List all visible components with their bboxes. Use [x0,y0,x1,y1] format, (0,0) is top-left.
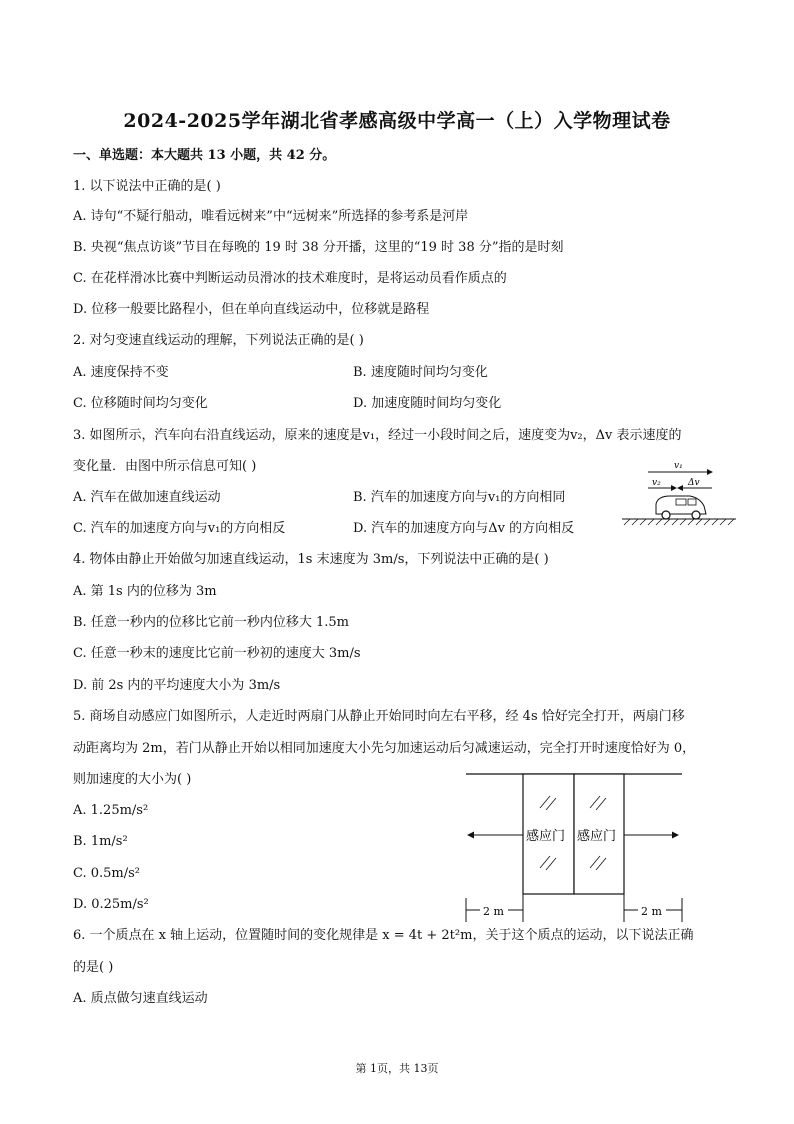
car-wheel [662,511,670,519]
car-wheel [692,511,700,519]
q1-option-a: A. 诗句“不疑行船动，唯看远树来”中“远树来”所选择的参考系是河岸 [73,209,469,224]
q5-stem-line2: 动距离均为 2m，若门从静止开始以相同加速度大小先匀加速运动后匀减速运动，完全打开时速度恰好为 0， [73,741,696,756]
q5-stem-line3: 则加速度的大小为( ) [73,772,192,787]
q5-stem-line1: 5. 商场自动感应门如图所示，人走近时两扇门从静止开始同时向左右平移，经 4s 恰好完全打开，两扇门移 [73,709,685,724]
left-distance-label: 2 m [483,905,504,918]
q1-option-b: B. 央视“焦点访谈”节目在每晚的 19 时 38 分开播，这里的“19 时 38 分”指的是时刻 [73,240,564,255]
q3-option-d: D. 汽车的加速度方向与Δv 的方向相反 [353,521,575,536]
q1-option-c: C. 在花样滑冰比赛中判断运动员滑冰的技术难度时，是将运动员看作质点的 [73,271,507,286]
q6-stem-line2: 的是( ) [73,960,114,975]
left-door-label: 感应门 [526,829,566,844]
q3-option-a: A. 汽车在做加速直线运动 [73,490,221,505]
q5-door-figure [460,770,686,926]
q4-option-b: B. 任意一秒内的位移比它前一秒内位移大 1.5m [73,615,349,630]
ground-hatch [624,519,734,525]
q3-stem-line2: 变化量．由图中所示信息可知( ) [73,459,257,474]
q2-option-c: C. 位移随时间均匀变化 [73,396,208,411]
v1-label: v₁ [674,461,683,471]
q1-option-d: D. 位移一般要比路程小，但在单向直线运动中，位移就是路程 [73,302,430,317]
q3-car-figure [618,456,740,526]
q4-option-a: A. 第 1s 内的位移为 3m [73,584,217,599]
q5-option-c: C. 0.5m/s² [73,866,141,881]
q3-option-b: B. 汽车的加速度方向与v₁的方向相同 [353,490,566,505]
page-footer: 第 1页，共 13页 [355,1062,439,1075]
q5-option-d: D. 0.25m/s² [73,897,149,912]
q3-stem-line1: 3. 如图所示，汽车向右沿直线运动，原来的速度是v₁，经过一小段时间之后，速度变为v₂，Δv 表示速度的 [73,428,682,443]
delta-v-label: Δv [688,478,700,488]
right-door-label: 感应门 [577,829,617,844]
section-heading: 一、单选题：本大题共 13 小题，共 42 分。 [73,148,336,163]
q2-option-a: A. 速度保持不变 [73,365,169,380]
v2-label: v₂ [652,478,661,488]
right-distance-label: 2 m [641,905,662,918]
q4-option-c: C. 任意一秒末的速度比它前一秒初的速度大 3m/s [73,646,361,661]
car-window [688,499,696,505]
q3-option-c: C. 汽车的加速度方向与v₁的方向相反 [73,521,286,536]
q4-stem: 4. 物体由静止开始做匀加速直线运动，1s 末速度为 3m/s，下列说法中正确的是( ) [73,552,549,567]
q4-option-d: D. 前 2s 内的平均速度大小为 3m/s [73,678,281,693]
q5-option-a: A. 1.25m/s² [73,803,149,818]
q5-option-b: B. 1m/s² [73,834,128,849]
q6-option-a: A. 质点做匀速直线运动 [73,991,208,1006]
car-window [676,499,686,505]
page-title: 2024-2025学年湖北省孝感高级中学高一（上）入学物理试卷 [123,110,671,132]
q2-option-b: B. 速度随时间均匀变化 [353,365,488,380]
q6-stem-line1: 6. 一个质点在 x 轴上运动，位置随时间的变化规律是 x = 4t + 2t²m，关于这个质点的运动，以下说法正确 [73,928,694,943]
q1-stem: 1. 以下说法中正确的是( ) [73,179,221,194]
q2-stem: 2. 对匀变速直线运动的理解，下列说法正确的是( ) [73,333,364,348]
q2-option-d: D. 加速度随时间均匀变化 [353,396,502,411]
